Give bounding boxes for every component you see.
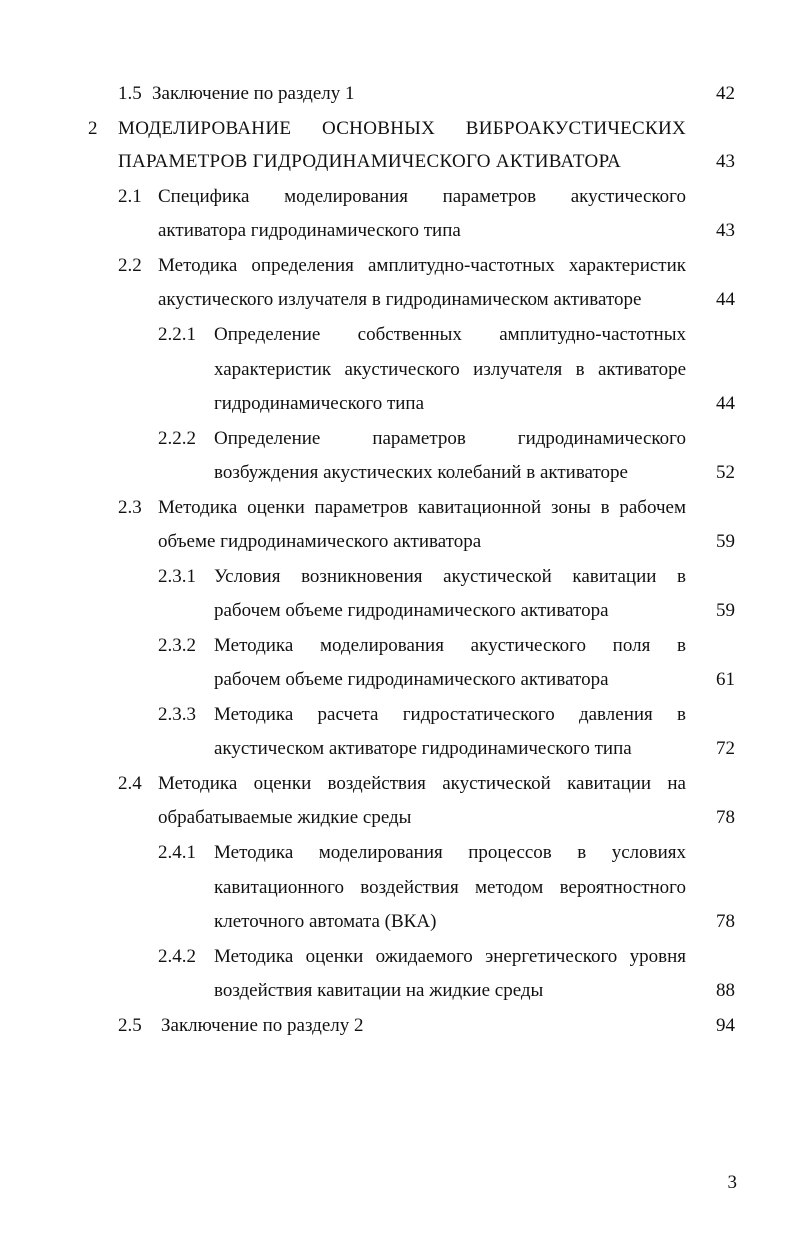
toc-page: 44 bbox=[716, 393, 735, 414]
toc-number: 2.3 bbox=[118, 497, 142, 518]
toc-number: 2.1 bbox=[118, 186, 142, 207]
toc-number: 2.2 bbox=[118, 255, 142, 276]
toc-title-line: Условия возникновения акустической кавитации в bbox=[214, 566, 686, 587]
toc-title-line: Методика оценки ожидаемого энергетического уровня bbox=[214, 946, 686, 967]
toc-number: 2.5 bbox=[118, 1015, 142, 1036]
toc-number: 2.2.1 bbox=[158, 324, 196, 345]
toc-number: 2.2.2 bbox=[158, 428, 196, 449]
toc-number: 2.4 bbox=[118, 773, 142, 794]
toc-title-line: кавитационного воздействия методом вероятностного bbox=[214, 877, 686, 898]
toc-page: 52 bbox=[716, 462, 735, 483]
toc-title-line: воздействия кавитации на жидкие среды bbox=[214, 980, 544, 1001]
toc-page: 44 bbox=[716, 289, 735, 310]
toc-title-line: Определение собственных амплитудно-частотных bbox=[214, 324, 686, 345]
page-number: 3 bbox=[727, 1172, 737, 1193]
toc-title-line: клеточного автомата (ВКА) bbox=[214, 911, 437, 932]
toc-number: 2.3.3 bbox=[158, 704, 196, 725]
toc-title-line: Методика оценки воздействия акустической кавитации на bbox=[158, 773, 686, 794]
toc-number: 1.5 bbox=[118, 83, 142, 104]
toc-title-line: активатора гидродинамического типа bbox=[158, 220, 461, 241]
toc-page: 78 bbox=[716, 807, 735, 828]
toc-number: 2 bbox=[88, 118, 98, 139]
toc-title-line: Методика моделирования акустического поля в bbox=[214, 635, 686, 656]
toc-title-line: возбуждения акустических колебаний в активаторе bbox=[214, 462, 628, 483]
toc-number: 2.3.1 bbox=[158, 566, 196, 587]
toc-number: 2.3.2 bbox=[158, 635, 196, 656]
toc-title-line: Методика оценки параметров кавитационной зоны в рабочем bbox=[158, 497, 686, 518]
toc-title-line: Определение параметров гидродинамического bbox=[214, 428, 686, 449]
toc-title-line: рабочем объеме гидродинамического активатора bbox=[214, 669, 609, 690]
toc-page: 43 bbox=[716, 151, 735, 172]
toc-title-line: обрабатываемые жидкие среды bbox=[158, 807, 412, 828]
toc-title-line: гидродинамического типа bbox=[214, 393, 425, 414]
toc-page: 88 bbox=[716, 980, 735, 1001]
toc-title-line: объеме гидродинамического активатора bbox=[158, 531, 482, 552]
toc-title-line: Специфика моделирования параметров акустического bbox=[158, 186, 686, 207]
toc-page: 72 bbox=[716, 738, 735, 759]
toc-page: 59 bbox=[716, 531, 735, 552]
toc-page: 43 bbox=[716, 220, 735, 241]
toc-title: Заключение по разделу 1 bbox=[152, 83, 355, 104]
toc-title: Заключение по разделу 2 bbox=[161, 1015, 364, 1036]
toc-title-line: Методика моделирования процессов в условиях bbox=[214, 842, 686, 863]
toc-title-line: рабочем объеме гидродинамического активатора bbox=[214, 600, 609, 621]
toc-page: 59 bbox=[716, 600, 735, 621]
toc-title-line: акустическом активаторе гидродинамического типа bbox=[214, 738, 632, 759]
toc-page: 61 bbox=[716, 669, 735, 690]
toc-page: 42 bbox=[716, 83, 735, 104]
toc-title-line: характеристик акустического излучателя в активаторе bbox=[214, 359, 686, 380]
toc-number: 2.4.2 bbox=[158, 946, 196, 967]
toc-title-line: МОДЕЛИРОВАНИЕ ОСНОВНЫХ ВИБРОАКУСТИЧЕСКИХ bbox=[118, 118, 686, 139]
toc-page: 94 bbox=[716, 1015, 735, 1036]
toc-title-line: акустического излучателя в гидродинамическом активаторе bbox=[158, 289, 642, 310]
toc-number: 2.4.1 bbox=[158, 842, 196, 863]
toc-page: 78 bbox=[716, 911, 735, 932]
toc-title-line: ПАРАМЕТРОВ ГИДРОДИНАМИЧЕСКОГО АКТИВАТОРА bbox=[118, 151, 622, 172]
toc-title-line: Методика определения амплитудно-частотных характеристик bbox=[158, 255, 686, 276]
toc-title-line: Методика расчета гидростатического давления в bbox=[214, 704, 686, 725]
